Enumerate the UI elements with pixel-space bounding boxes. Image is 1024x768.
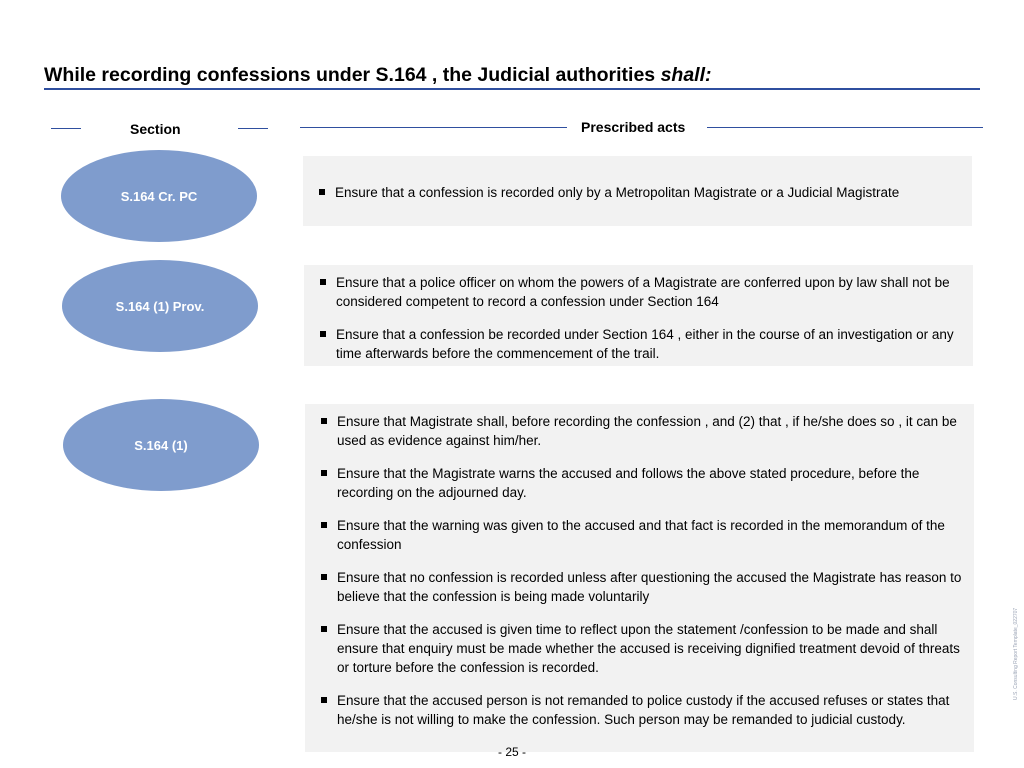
section-ellipse-1 (61, 150, 257, 242)
bullet-item: Ensure that Magistrate shall, before recording the confession , and (2) that , if he/she does so , it can be used as evidence against him/her. (317, 412, 964, 450)
section-header: Section (130, 121, 181, 137)
bullet-item: Ensure that the Magistrate warns the accused and follows the above stated procedure, before the recording on the adjourned day. (317, 464, 964, 502)
bullet-item: Ensure that a police officer on whom the powers of a Magistrate are conferred upon by law shall not be considered competent to record a confession under Section 164 (316, 273, 963, 311)
bullet-item: Ensure that the warning was given to the accused and that fact is recorded in the memorandum of the confession (317, 516, 964, 554)
section-ellipse-3 (63, 399, 259, 491)
section-label-3: S.164 (1) (134, 437, 188, 453)
bullet-item: Ensure that the accused person is not remanded to police custody if the accused refuses or states that he/she is not willing to make the confession. Such person may be remanded to judicial custody. (317, 691, 964, 729)
bullet-list-1 (315, 183, 962, 202)
section-header-line-right (238, 128, 268, 129)
page-title-emphasis: shall: (660, 64, 712, 86)
prescribed-header-line-right (707, 127, 983, 128)
bullet-item: Ensure that no confession is recorded unless after questioning the accused the Magistrate has reason to believe that the confession is being made voluntarily (317, 568, 964, 606)
prescribed-header: Prescribed acts (581, 119, 686, 135)
prescribed-box-3 (305, 404, 974, 752)
prescribed-header-line-left (300, 127, 567, 128)
prescribed-box-1 (303, 156, 972, 226)
section-ellipse-2 (62, 260, 258, 352)
title-divider (44, 88, 980, 90)
bullet-item: Ensure that a confession be recorded under Section 164 , either in the course of an investigation or any time afterwards before the commencement of the trail. (316, 325, 963, 363)
template-note: U.S. Consulting Report Template_022707 (1013, 607, 1019, 700)
section-label-2: S.164 (1) Prov. (115, 298, 205, 314)
prescribed-box-2 (304, 265, 973, 366)
bullet-list-3 (317, 412, 964, 729)
page-number: - 25 - (497, 745, 526, 759)
section-label-1: S.164 Cr. PC (120, 188, 198, 204)
page-title (44, 64, 984, 87)
page-title-main: While recording confessions under S.164 , the Judicial authorities (44, 64, 656, 86)
bullet-item: Ensure that a confession is recorded only by a Metropolitan Magistrate or a Judicial Magistrate (315, 183, 962, 202)
bullet-item: Ensure that the accused is given time to reflect upon the statement /confession to be made and shall ensure that enquiry must be made whether the accused is receiving dignified treatment devoid of threats or torture before the confession is recorded. (317, 620, 964, 677)
section-header-line-left (51, 128, 81, 129)
bullet-list-2 (316, 273, 963, 363)
